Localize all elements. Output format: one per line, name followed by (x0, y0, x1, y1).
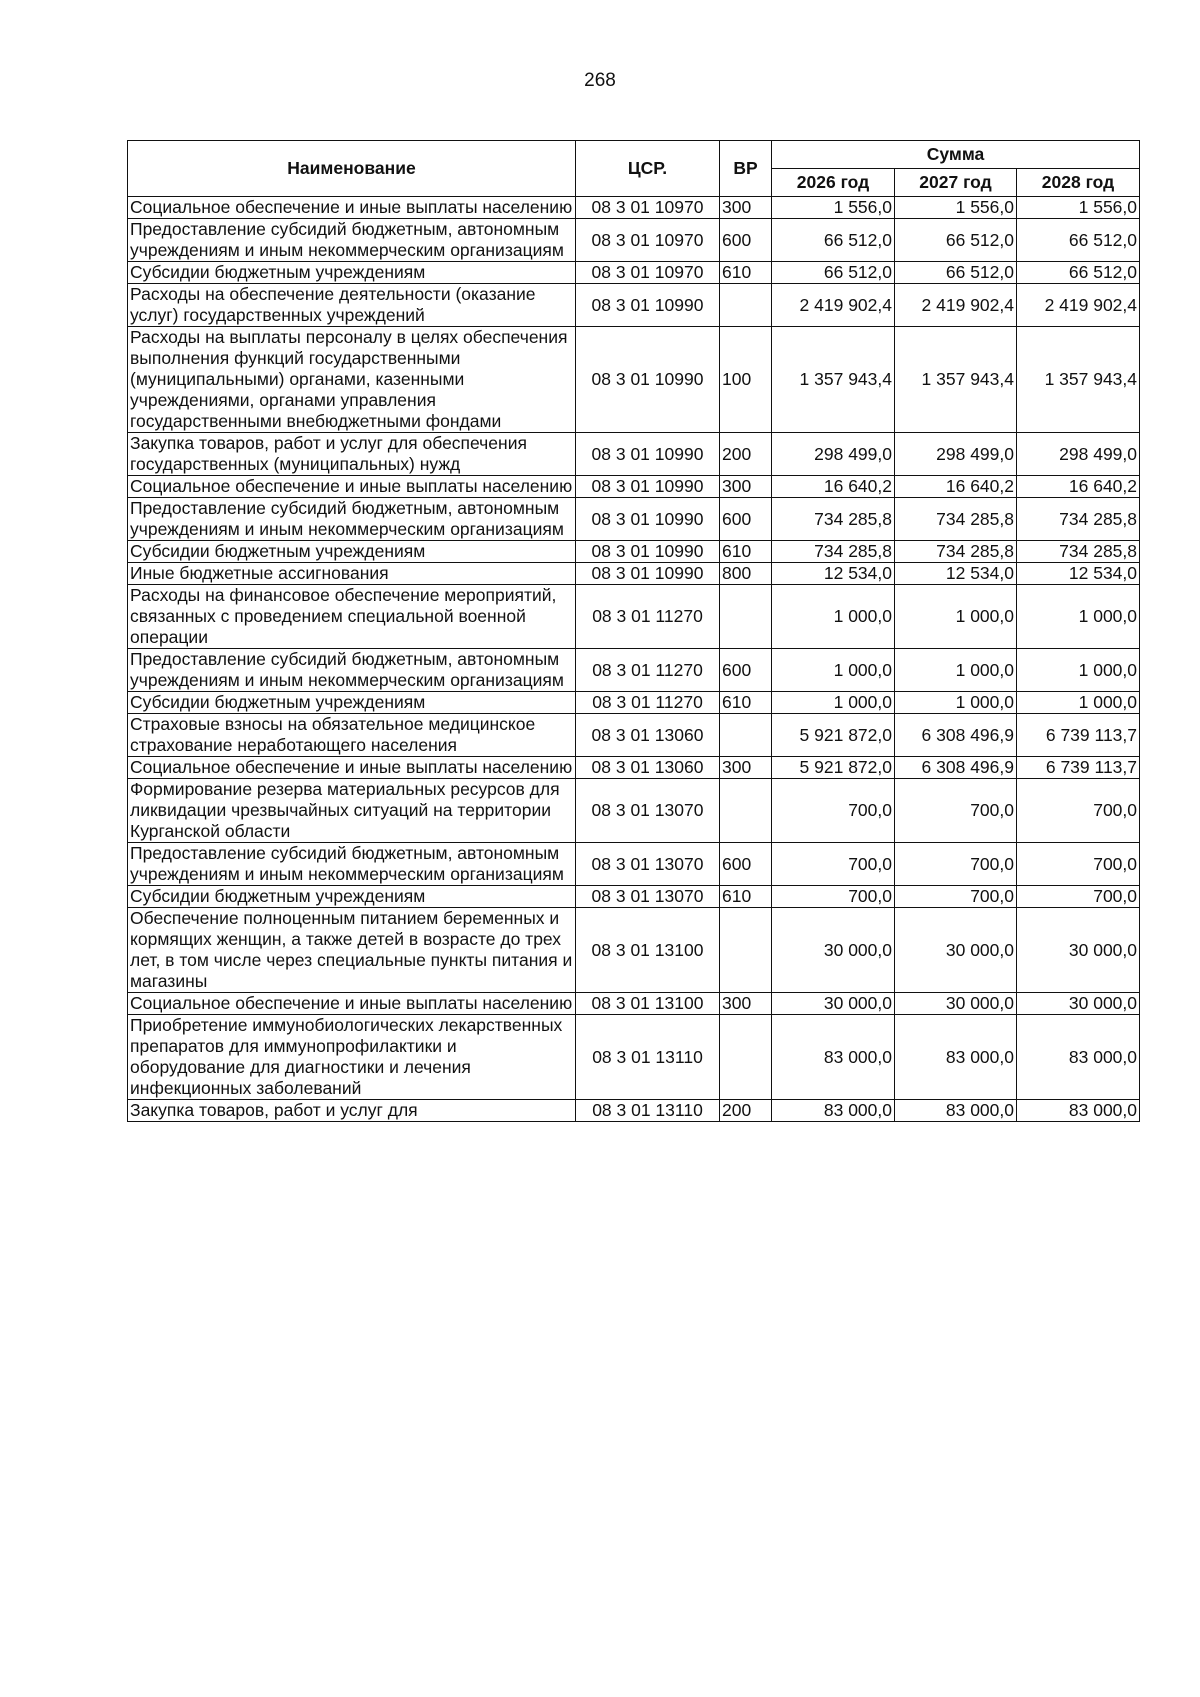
row-sum-2026: 12 534,0 (772, 563, 895, 585)
row-sum-2028: 1 357 943,4 (1017, 327, 1140, 433)
table-row (128, 908, 1140, 993)
row-sum-2027: 1 357 943,4 (895, 327, 1017, 433)
row-name: Иные бюджетные ассигнования (128, 563, 576, 585)
row-csr: 08 3 01 10990 (576, 498, 720, 541)
row-name: Предоставление субсидий бюджетным, автономным учреждениям и иным некоммерческим организациям (128, 219, 576, 262)
row-vr: 600 (720, 649, 772, 692)
table-row (128, 886, 1140, 908)
row-csr: 08 3 01 10970 (576, 197, 720, 219)
row-sum-2028: 700,0 (1017, 779, 1140, 843)
row-sum-2027: 83 000,0 (895, 1100, 1017, 1122)
row-sum-2026: 66 512,0 (772, 262, 895, 284)
row-sum-2028: 83 000,0 (1017, 1100, 1140, 1122)
row-name: Закупка товаров, работ и услуг для (128, 1100, 576, 1122)
row-sum-2028: 298 499,0 (1017, 433, 1140, 476)
row-sum-2028: 1 000,0 (1017, 585, 1140, 649)
row-sum-2026: 734 285,8 (772, 498, 895, 541)
row-sum-2026: 1 556,0 (772, 197, 895, 219)
row-vr: 300 (720, 476, 772, 498)
table-row (128, 1015, 1140, 1100)
row-csr: 08 3 01 10990 (576, 327, 720, 433)
row-vr (720, 585, 772, 649)
row-sum-2027: 30 000,0 (895, 993, 1017, 1015)
row-vr (720, 779, 772, 843)
header-csr: ЦСР. (576, 141, 720, 197)
row-vr: 610 (720, 541, 772, 563)
row-csr: 08 3 01 10990 (576, 563, 720, 585)
row-vr: 600 (720, 843, 772, 886)
row-csr: 08 3 01 10970 (576, 262, 720, 284)
row-name: Закупка товаров, работ и услуг для обеспечения государственных (муниципальных) нужд (128, 433, 576, 476)
row-csr: 08 3 01 13070 (576, 843, 720, 886)
header-name: Наименование (128, 141, 576, 197)
row-sum-2027: 2 419 902,4 (895, 284, 1017, 327)
row-sum-2026: 1 000,0 (772, 585, 895, 649)
table-row (128, 476, 1140, 498)
row-sum-2028: 700,0 (1017, 843, 1140, 886)
row-sum-2026: 700,0 (772, 779, 895, 843)
row-sum-2028: 1 000,0 (1017, 649, 1140, 692)
row-csr: 08 3 01 11270 (576, 692, 720, 714)
table-row (128, 197, 1140, 219)
row-csr: 08 3 01 10990 (576, 433, 720, 476)
row-sum-2027: 83 000,0 (895, 1015, 1017, 1100)
row-vr: 100 (720, 327, 772, 433)
row-name: Социальное обеспечение и иные выплаты населению (128, 476, 576, 498)
table-row (128, 585, 1140, 649)
row-sum-2027: 6 308 496,9 (895, 714, 1017, 757)
row-vr: 610 (720, 692, 772, 714)
table-row (128, 1100, 1140, 1122)
row-sum-2027: 12 534,0 (895, 563, 1017, 585)
row-sum-2028: 30 000,0 (1017, 908, 1140, 993)
budget-table (127, 140, 1140, 1122)
row-sum-2027: 700,0 (895, 843, 1017, 886)
header-year-2027: 2027 год (895, 169, 1017, 197)
row-vr: 300 (720, 757, 772, 779)
row-sum-2027: 700,0 (895, 779, 1017, 843)
row-sum-2028: 700,0 (1017, 886, 1140, 908)
row-sum-2027: 66 512,0 (895, 219, 1017, 262)
row-vr: 200 (720, 1100, 772, 1122)
row-sum-2026: 66 512,0 (772, 219, 895, 262)
row-name: Социальное обеспечение и иные выплаты населению (128, 757, 576, 779)
row-name: Субсидии бюджетным учреждениям (128, 262, 576, 284)
row-vr: 300 (720, 993, 772, 1015)
row-sum-2028: 66 512,0 (1017, 262, 1140, 284)
row-vr: 600 (720, 219, 772, 262)
row-vr: 800 (720, 563, 772, 585)
row-sum-2026: 30 000,0 (772, 908, 895, 993)
row-sum-2026: 734 285,8 (772, 541, 895, 563)
table-row (128, 541, 1140, 563)
row-csr: 08 3 01 10990 (576, 541, 720, 563)
table-row (128, 714, 1140, 757)
row-sum-2028: 12 534,0 (1017, 563, 1140, 585)
row-sum-2026: 2 419 902,4 (772, 284, 895, 327)
row-sum-2026: 83 000,0 (772, 1100, 895, 1122)
row-sum-2027: 16 640,2 (895, 476, 1017, 498)
table-row (128, 779, 1140, 843)
row-vr: 300 (720, 197, 772, 219)
row-vr (720, 714, 772, 757)
row-csr: 08 3 01 13100 (576, 993, 720, 1015)
row-name: Расходы на выплаты персоналу в целях обеспечения выполнения функций государственными (муниципальными) органами, казенными учреждениями, органами управления государственными внебюджетными фондами (128, 327, 576, 433)
row-csr: 08 3 01 13070 (576, 779, 720, 843)
row-sum-2028: 734 285,8 (1017, 498, 1140, 541)
row-vr: 600 (720, 498, 772, 541)
table-row (128, 649, 1140, 692)
row-sum-2026: 83 000,0 (772, 1015, 895, 1100)
row-sum-2028: 30 000,0 (1017, 993, 1140, 1015)
table-row (128, 757, 1140, 779)
row-csr: 08 3 01 11270 (576, 585, 720, 649)
table-row (128, 993, 1140, 1015)
row-sum-2028: 16 640,2 (1017, 476, 1140, 498)
row-sum-2027: 700,0 (895, 886, 1017, 908)
row-sum-2026: 1 000,0 (772, 649, 895, 692)
row-name: Предоставление субсидий бюджетным, автономным учреждениям и иным некоммерческим организациям (128, 843, 576, 886)
row-name: Предоставление субсидий бюджетным, автономным учреждениям и иным некоммерческим организациям (128, 498, 576, 541)
row-name: Формирование резерва материальных ресурсов для ликвидации чрезвычайных ситуаций на территории Курганской области (128, 779, 576, 843)
row-sum-2028: 6 739 113,7 (1017, 714, 1140, 757)
row-sum-2028: 1 556,0 (1017, 197, 1140, 219)
header-year-2026: 2026 год (772, 169, 895, 197)
row-sum-2028: 1 000,0 (1017, 692, 1140, 714)
row-csr: 08 3 01 13060 (576, 757, 720, 779)
row-sum-2026: 16 640,2 (772, 476, 895, 498)
page-number: 268 (584, 70, 616, 91)
row-vr: 200 (720, 433, 772, 476)
row-sum-2027: 66 512,0 (895, 262, 1017, 284)
row-sum-2027: 6 308 496,9 (895, 757, 1017, 779)
row-csr: 08 3 01 10990 (576, 284, 720, 327)
row-name: Расходы на финансовое обеспечение мероприятий, связанных с проведением специальной военной операции (128, 585, 576, 649)
row-vr: 610 (720, 886, 772, 908)
row-sum-2027: 1 000,0 (895, 585, 1017, 649)
header-year-2028: 2028 год (1017, 169, 1140, 197)
row-csr: 08 3 01 13100 (576, 908, 720, 993)
row-vr: 610 (720, 262, 772, 284)
table-row (128, 433, 1140, 476)
row-sum-2026: 30 000,0 (772, 993, 895, 1015)
row-csr: 08 3 01 10970 (576, 219, 720, 262)
row-sum-2027: 30 000,0 (895, 908, 1017, 993)
row-sum-2027: 1 000,0 (895, 692, 1017, 714)
row-name: Субсидии бюджетным учреждениям (128, 886, 576, 908)
row-sum-2026: 700,0 (772, 886, 895, 908)
header-vr: ВР (720, 141, 772, 197)
row-name: Приобретение иммунобиологических лекарственных препаратов для иммунопрофилактики и оборудование для диагностики и лечения инфекционных заболеваний (128, 1015, 576, 1100)
table-row (128, 498, 1140, 541)
row-csr: 08 3 01 13110 (576, 1015, 720, 1100)
row-csr: 08 3 01 13110 (576, 1100, 720, 1122)
table-row (128, 843, 1140, 886)
row-name: Обеспечение полноценным питанием беременных и кормящих женщин, а также детей в возрасте до трех лет, в том числе через специальные пункты питания и магазины (128, 908, 576, 993)
row-sum-2027: 298 499,0 (895, 433, 1017, 476)
row-sum-2028: 66 512,0 (1017, 219, 1140, 262)
row-name: Расходы на обеспечение деятельности (оказание услуг) государственных учреждений (128, 284, 576, 327)
row-sum-2026: 5 921 872,0 (772, 757, 895, 779)
table-row (128, 219, 1140, 262)
row-sum-2026: 5 921 872,0 (772, 714, 895, 757)
table-row (128, 262, 1140, 284)
table-row (128, 284, 1140, 327)
row-sum-2028: 734 285,8 (1017, 541, 1140, 563)
row-sum-2027: 734 285,8 (895, 498, 1017, 541)
row-vr (720, 908, 772, 993)
row-sum-2026: 1 357 943,4 (772, 327, 895, 433)
row-csr: 08 3 01 13060 (576, 714, 720, 757)
row-sum-2027: 1 000,0 (895, 649, 1017, 692)
table-row (128, 327, 1140, 433)
row-name: Субсидии бюджетным учреждениям (128, 541, 576, 563)
row-name: Страховые взносы на обязательное медицинское страхование неработающего населения (128, 714, 576, 757)
row-vr (720, 1015, 772, 1100)
row-name: Предоставление субсидий бюджетным, автономным учреждениям и иным некоммерческим организациям (128, 649, 576, 692)
row-sum-2027: 1 556,0 (895, 197, 1017, 219)
row-vr (720, 284, 772, 327)
row-csr: 08 3 01 10990 (576, 476, 720, 498)
row-csr: 08 3 01 11270 (576, 649, 720, 692)
row-sum-2028: 6 739 113,7 (1017, 757, 1140, 779)
row-name: Социальное обеспечение и иные выплаты населению (128, 993, 576, 1015)
row-csr: 08 3 01 13070 (576, 886, 720, 908)
row-sum-2026: 298 499,0 (772, 433, 895, 476)
row-sum-2026: 700,0 (772, 843, 895, 886)
table-row (128, 563, 1140, 585)
row-sum-2028: 2 419 902,4 (1017, 284, 1140, 327)
table-row (128, 692, 1140, 714)
row-sum-2026: 1 000,0 (772, 692, 895, 714)
row-name: Социальное обеспечение и иные выплаты населению (128, 197, 576, 219)
row-sum-2027: 734 285,8 (895, 541, 1017, 563)
row-name: Субсидии бюджетным учреждениям (128, 692, 576, 714)
row-sum-2028: 83 000,0 (1017, 1015, 1140, 1100)
header-sum: Сумма (772, 141, 1140, 169)
